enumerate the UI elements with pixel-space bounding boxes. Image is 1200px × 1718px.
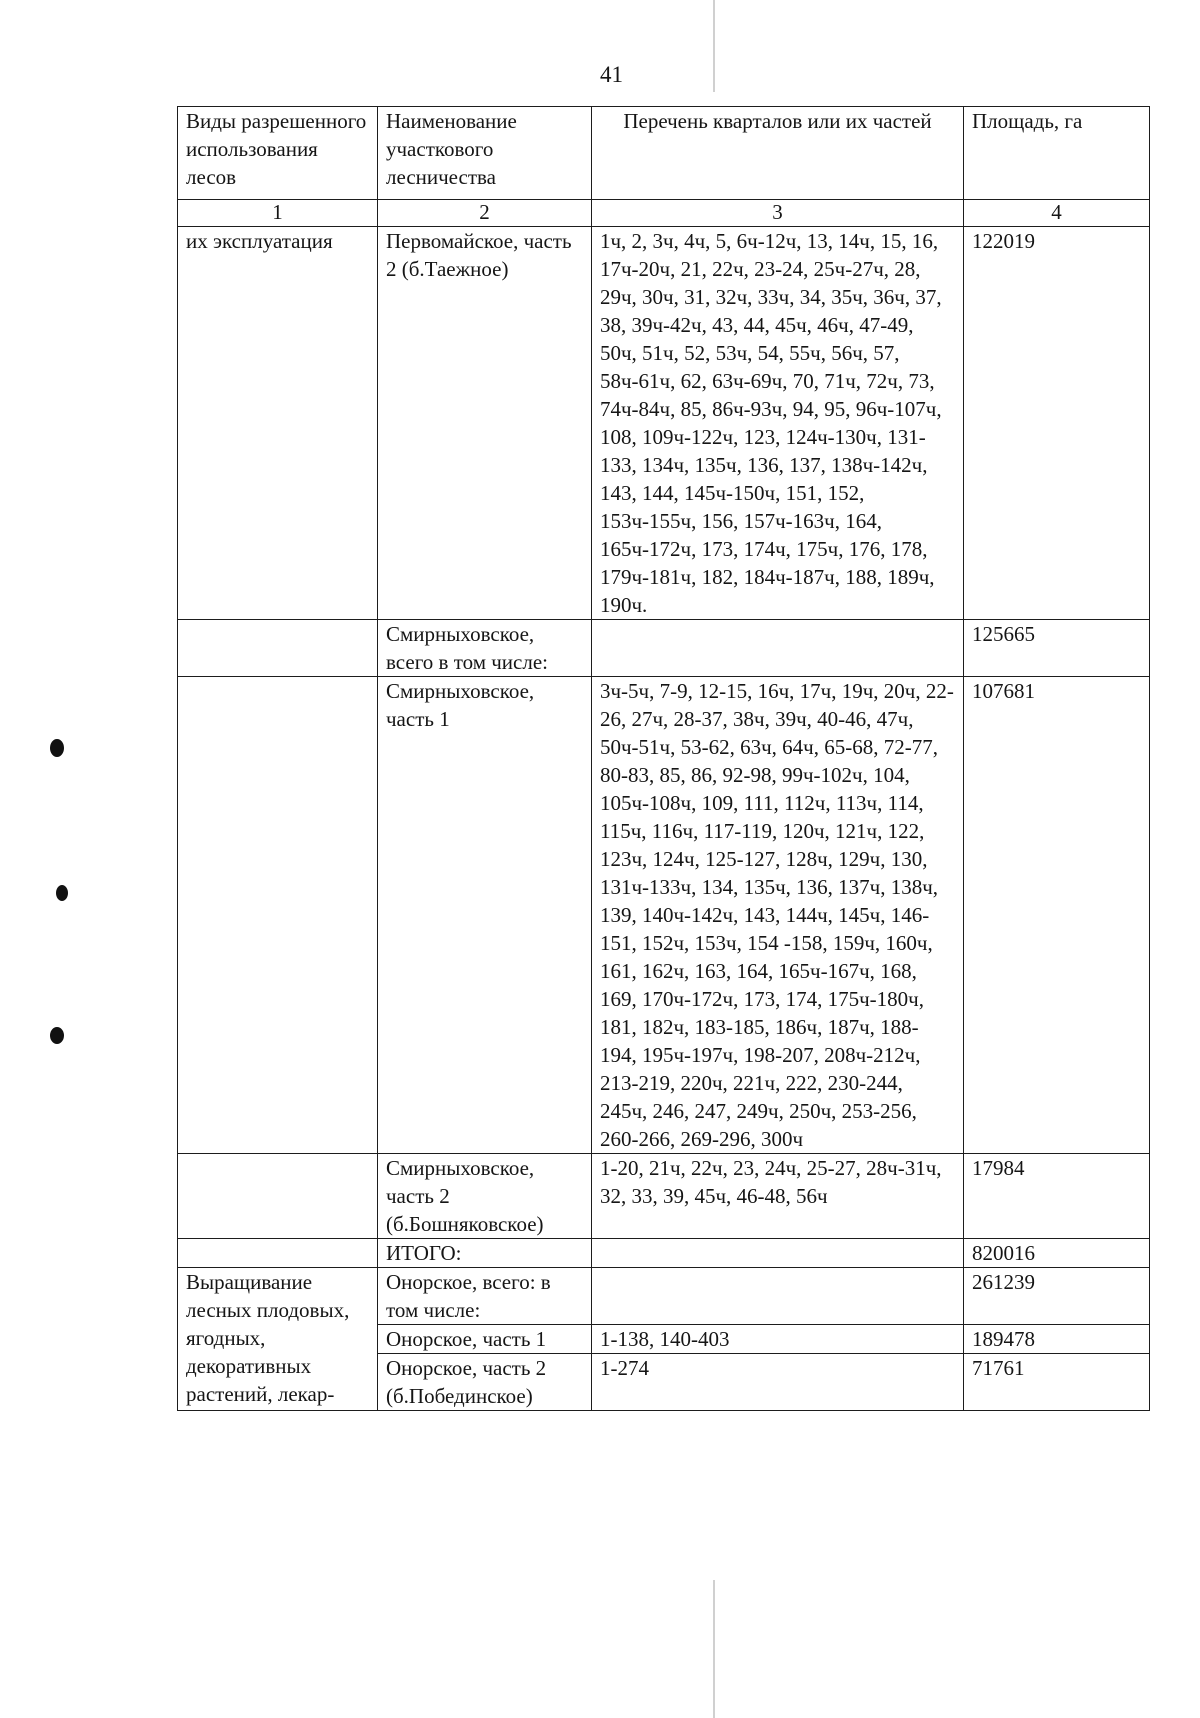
forestry-name-cell: Смирныховское, всего в том числе: (378, 620, 592, 677)
quarters-cell: 1-138, 140-403 (592, 1325, 964, 1354)
area-cell: 261239 (964, 1268, 1150, 1325)
quarters-cell (592, 1239, 964, 1268)
forestry-name-cell: Онорское, часть 1 (378, 1325, 592, 1354)
quarters-cell: 1ч, 2, 3ч, 4ч, 5, 6ч-12ч, 13, 14ч, 15, 16, 17ч-20ч, 21, 22ч, 23-24, 25ч-27ч, 28, 29ч, 30ч, 31, 32ч, 33ч, 34, 35ч, 36ч, 37, 38, 39ч-42ч, 43, 44, 45ч, 46ч, 47-49, 50ч, 51ч, 52, 53ч, 54, 55ч, 56ч, 57, 58ч-61ч, 62, 63ч-69ч, 70, 71ч, 72ч, 73, 74ч-84ч, 85, 86ч-93ч, 94, 95, 96ч-107ч, 108, 109ч-122ч, 123, 124ч-130ч, 131-133, 134ч, 135ч, 136, 137, 138ч-142ч, 143, 144, 145ч-150ч, 151, 152, 153ч-155ч, 156, 157ч-163ч, 164, 165ч-172ч, 173, 174ч, 175ч, 176, 178, 179ч-181ч, 182, 184ч-187ч, 188, 189ч, 190ч. (592, 227, 964, 620)
quarters-cell: 1-20, 21ч, 22ч, 23, 24ч, 25-27, 28ч-31ч, 32, 33, 39, 45ч, 46-48, 56ч (592, 1154, 964, 1239)
table-row (178, 620, 1150, 677)
scan-speck (50, 1027, 64, 1044)
column-number: 2 (378, 200, 592, 227)
use-type-cell (178, 1239, 378, 1268)
header-use-type: Виды разрешенного использования лесов (178, 107, 378, 200)
scan-speck (50, 739, 64, 757)
header-forestry-name: Наименование участкового лесничества (378, 107, 592, 200)
table-row (178, 677, 1150, 1154)
header-area: Площадь, га (964, 107, 1150, 200)
column-number-row (178, 200, 1150, 227)
page-number: 41 (600, 62, 623, 87)
area-cell: 189478 (964, 1325, 1150, 1354)
forestry-name-cell: Смирныховское, часть 2 (б.Бошняковское) (378, 1154, 592, 1239)
total-row (178, 1239, 1150, 1268)
area-cell: 125665 (964, 620, 1150, 677)
total-label: ИТОГО: (378, 1239, 592, 1268)
forestry-name-cell: Онорское, всего: в том числе: (378, 1268, 592, 1325)
column-number: 1 (178, 200, 378, 227)
table-header-row (178, 107, 1150, 200)
area-cell: 71761 (964, 1354, 1150, 1411)
forestry-name-cell: Первомайское, часть 2 (б.Таежное) (378, 227, 592, 620)
table-row (178, 1154, 1150, 1239)
use-type-cell: их эксплуатация (178, 227, 378, 620)
quarters-cell (592, 1268, 964, 1325)
quarters-cell (592, 620, 964, 677)
table-row (178, 1268, 1150, 1325)
scan-guide-line (713, 0, 715, 92)
area-cell: 122019 (964, 227, 1150, 620)
use-type-cell: Выращивание лесных плодовых, ягодных, декоративных растений, лекар- (178, 1268, 378, 1411)
forestry-name-cell: Смирныховское, часть 1 (378, 677, 592, 1154)
scan-guide-line (713, 1580, 715, 1718)
forestry-name-cell: Онорское, часть 2 (б.Побединское) (378, 1354, 592, 1411)
column-number: 3 (592, 200, 964, 227)
use-type-cell (178, 1154, 378, 1239)
scan-speck (56, 885, 68, 901)
table-row (178, 227, 1150, 620)
quarters-cell: 3ч-5ч, 7-9, 12-15, 16ч, 17ч, 19ч, 20ч, 22-26, 27ч, 28-37, 38ч, 39ч, 40-46, 47ч, 50ч-51ч, 53-62, 63ч, 64ч, 65-68, 72-77, 80-83, 85, 86, 92-98, 99ч-102ч, 104, 105ч-108ч, 109, 111, 112ч, 113ч, 114, 115ч, 116ч, 117-119, 120ч, 121ч, 122, 123ч, 124ч, 125-127, 128ч, 129ч, 130, 131ч-133ч, 134, 135ч, 136, 137ч, 138ч, 139, 140ч-142ч, 143, 144ч, 145ч, 146-151, 152ч, 153ч, 154 -158, 159ч, 160ч, 161, 162ч, 163, 164, 165ч-167ч, 168, 169, 170ч-172ч, 173, 174, 175ч-180ч, 181, 182ч, 183-185, 186ч, 187ч, 188-194, 195ч-197ч, 198-207, 208ч-212ч, 213-219, 220ч, 221ч, 222, 230-244, 245ч, 246, 247, 249ч, 250ч, 253-256, 260-266, 269-296, 300ч (592, 677, 964, 1154)
column-number: 4 (964, 200, 1150, 227)
quarters-cell: 1-274 (592, 1354, 964, 1411)
forestry-quarters-table (177, 106, 1150, 1411)
use-type-cell (178, 677, 378, 1154)
header-quarters-list: Перечень кварталов или их частей (592, 107, 964, 200)
area-cell: 107681 (964, 677, 1150, 1154)
use-type-cell (178, 620, 378, 677)
total-area: 820016 (964, 1239, 1150, 1268)
area-cell: 17984 (964, 1154, 1150, 1239)
